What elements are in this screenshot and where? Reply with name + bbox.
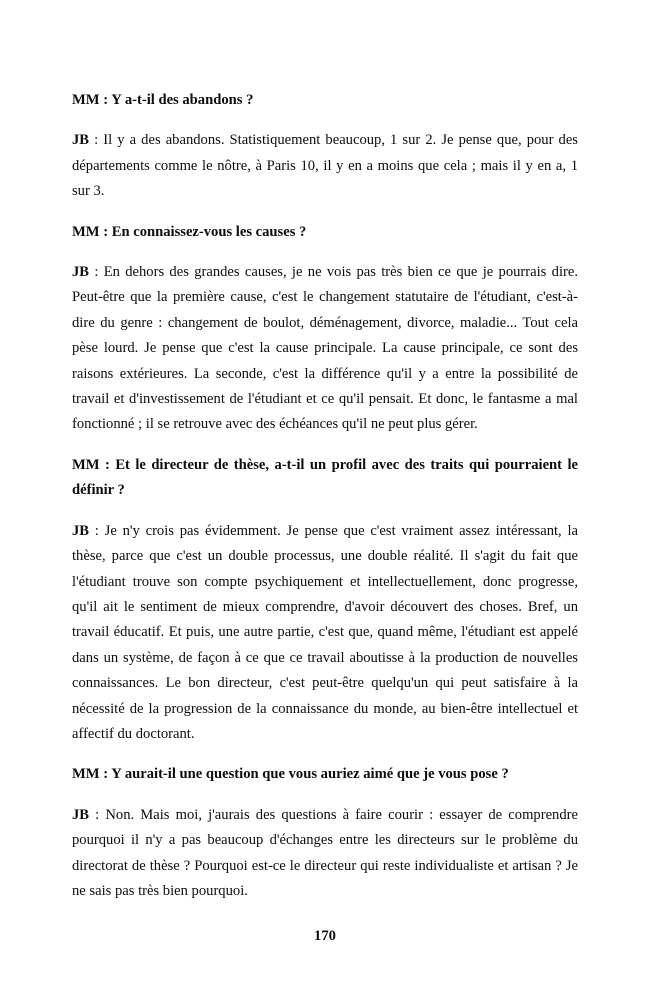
interview-answer: [72, 128, 578, 204]
answer-text: En dehors des grandes causes, je ne vois pas très bien ce que je pourrais dire. Peut-être que la première cause, c'est le changement statutaire de l'étudiant, c'est-à-dire du genre : changement de boulot, déménagement, divorce, maladie... Tout cela pèse lourd. Je pense que c'est la cause principale. La cause principale, ce sont des raisons extérieures. La seconde, c'est la différence qu'il y a entre la possibilité de travail et d'investissement de l'étudiant et ce qu'il pensait. Et donc, le fantasme a mal fonctionné ; il se retrouve avec des échéances qu'il ne peut plus gérer.: [72, 264, 578, 433]
speaker-label: MM: [72, 766, 100, 783]
speaker-separator: :: [99, 223, 112, 240]
speaker-separator: :: [89, 264, 104, 281]
interview-answer: [72, 519, 578, 748]
speaker-label: JB: [72, 522, 90, 539]
question-text: Y a-t-il des abandons ?: [111, 92, 254, 108]
question-text: Y aurait-il une question que vous auriez aimé que je vous pose ?: [111, 766, 509, 783]
speaker-label: JB: [72, 264, 90, 281]
interview-question: [72, 453, 578, 504]
interview-question: [72, 220, 578, 245]
speaker-label: JB: [72, 806, 90, 823]
speaker-separator: :: [89, 522, 105, 539]
speaker-separator: :: [99, 766, 112, 783]
text-column: [72, 88, 578, 904]
interview-question: [72, 88, 578, 113]
speaker-label: MM: [72, 223, 100, 240]
interview-question: [72, 762, 578, 787]
answer-text: Non. Mais moi, j'aurais des questions à faire courir : essayer de comprendre pourquoi il n'y a pas beaucoup d'échanges entre les directeurs sur le problème du directorat de thèse ? Pourquoi est-ce le directeur qui reste individualiste et artisan ? Je ne sais pas très bien pourquoi.: [72, 806, 578, 899]
question-text: En connaissez-vous les causes ?: [111, 223, 307, 240]
answer-text: Il y a des abandons. Statistiquement beaucoup, 1 sur 2. Je pense que, pour des départements comme le nôtre, à Paris 10, il y en a moins que cela ; mais il y en a, 1 sur 3.: [72, 132, 578, 200]
speaker-label: MM: [72, 92, 100, 108]
answer-text: Je n'y crois pas évidemment. Je pense que c'est vraiment assez intéressant, la thèse, parce que c'est un double processus, une double réalité. Il s'agit du fait que l'étudiant trouve son compte psychiquement et intellectuellement, donc progresse, qu'il ait le sentiment de mieux comprendre, d'avoir découvert des choses. Bref, un travail éducatif. Et puis, une autre partie, c'est que, quand même, l'étudiant est appelé dans un système, de façon à ce que ce travail aboutisse à la production de nouvelles connaissances. Le bon directeur, c'est peut-être quelqu'un qui peut satisfaire à la nécessité de la progression de la connaissance du monde, au bien-être intellectuel et affectif du doctorant.: [72, 522, 578, 742]
speaker-separator: :: [89, 132, 104, 149]
speaker-separator: :: [99, 456, 116, 473]
speaker-separator: :: [89, 806, 106, 823]
speaker-label: MM: [72, 456, 100, 473]
speaker-label: JB: [72, 132, 90, 149]
page-number: 170: [314, 928, 336, 944]
question-text: Et le directeur de thèse, a-t-il un profil avec des traits qui pourraient le définir ?: [72, 456, 578, 499]
interview-answer: [72, 260, 578, 438]
interview-answer: [72, 803, 578, 905]
speaker-separator: :: [99, 92, 112, 108]
